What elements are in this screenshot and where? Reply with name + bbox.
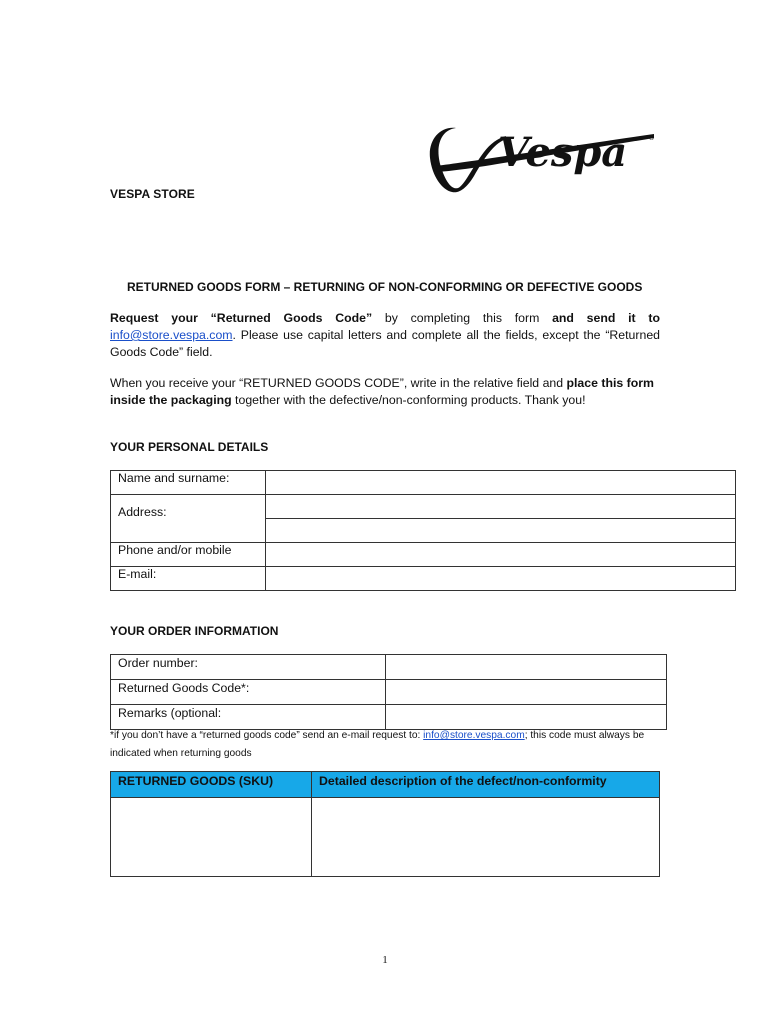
returned-goods-table <box>110 771 660 877</box>
returned-goods-code-label: Returned Goods Code*: <box>111 680 386 705</box>
intro-paragraph <box>110 310 660 361</box>
address-label: Address: <box>111 495 266 543</box>
instructions-bold: place this form inside the packaging <box>110 376 654 407</box>
order-number-field[interactable] <box>386 655 667 680</box>
remarks-field[interactable] <box>386 705 667 730</box>
intro-email-link[interactable]: info@store.vespa.com <box>110 328 233 342</box>
order-info-table <box>110 654 667 730</box>
footnote <box>110 727 670 763</box>
address-field-line-1[interactable] <box>266 495 736 519</box>
instructions-text-1: When you receive your “RETURNED GOODS CODE”, write in the relative field and <box>110 376 567 390</box>
footnote-email-link[interactable]: info@store.vespa.com <box>423 730 525 741</box>
intro-text-2: . Please use capital letters and complete all the fields, except the “Returned Goods Code” field. <box>110 328 660 359</box>
personal-details-table <box>110 470 736 591</box>
instructions-text-2: together with the defective/non-conforming products. Thank you! <box>231 393 586 407</box>
returned-goods-code-field[interactable] <box>386 680 667 705</box>
remarks-label: Remarks (optional: <box>111 705 386 730</box>
phone-label: Phone and/or mobile <box>111 543 266 567</box>
address-field-line-2[interactable] <box>266 519 736 543</box>
sku-field[interactable] <box>111 798 312 877</box>
email-label: E-mail: <box>111 567 266 591</box>
phone-field[interactable] <box>266 543 736 567</box>
order-info-heading: YOUR ORDER INFORMATION <box>110 624 279 638</box>
logo-wordmark: Vespa <box>498 129 628 176</box>
name-label: Name and surname: <box>111 471 266 495</box>
registered-mark: ® <box>648 134 655 142</box>
footnote-text-1: *if you don’t have a “returned goods code” send an e-mail request to: <box>110 730 424 741</box>
description-field[interactable] <box>312 798 660 877</box>
intro-text-1: by completing this form <box>372 311 553 325</box>
page-number: 1 <box>382 954 388 966</box>
email-field[interactable] <box>266 567 736 591</box>
intro-bold-1: Request your “Returned Goods Code” <box>110 311 373 325</box>
name-field[interactable] <box>266 471 736 495</box>
intro-bold-2: and send it to <box>552 311 660 325</box>
vespa-logo <box>428 118 660 200</box>
store-name: VESPA STORE <box>110 187 195 201</box>
order-number-label: Order number: <box>111 655 386 680</box>
description-column-header: Detailed description of the defect/non-conformity <box>312 772 660 798</box>
instructions-paragraph <box>110 375 660 409</box>
form-title: RETURNED GOODS FORM – RETURNING OF NON-CONFORMING OR DEFECTIVE GOODS <box>127 280 643 294</box>
footnote-text-2: ; this code must always be indicated when returning goods <box>110 730 645 759</box>
sku-column-header: RETURNED GOODS (SKU) <box>111 772 312 798</box>
personal-details-heading: YOUR PERSONAL DETAILS <box>110 440 269 454</box>
